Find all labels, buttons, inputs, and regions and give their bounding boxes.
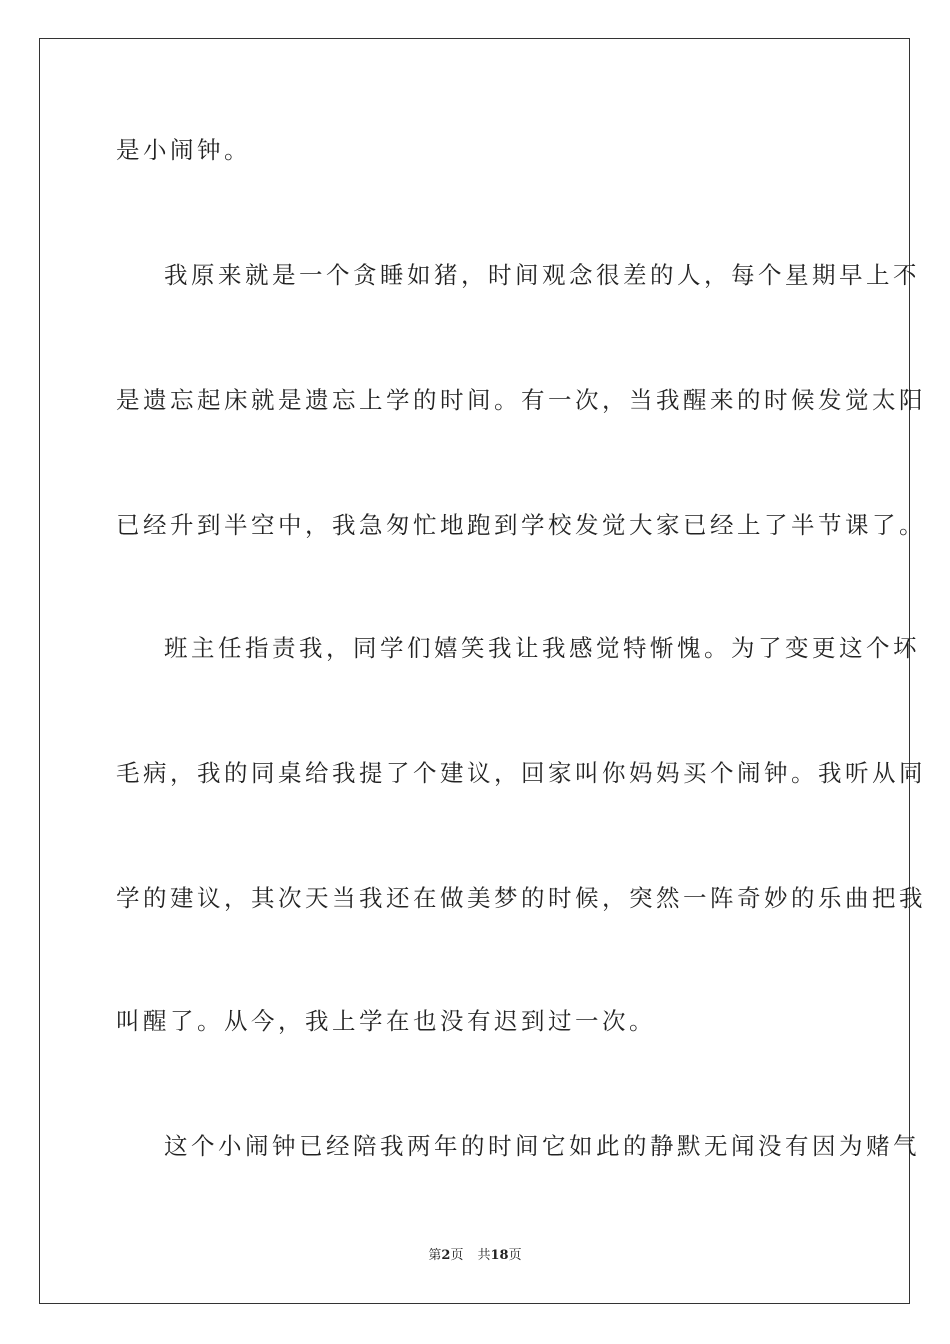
footer-total-suffix: 页 — [508, 1248, 522, 1263]
body-line-1: 是小闹钟。 — [116, 136, 251, 164]
body-line-6: 毛病，我的同桌给我提了个建议，回家叫你妈妈买个闹钟。我听从同 — [116, 759, 926, 787]
body-line-7: 学的建议，其次天当我还在做美梦的时候，突然一阵奇妙的乐曲把我 — [116, 884, 926, 912]
footer-page-prefix: 第 — [428, 1248, 442, 1263]
footer-total-pages: 18 — [490, 1248, 509, 1263]
page-footer — [0, 1247, 950, 1265]
page-border — [39, 38, 926, 1304]
body-line-8: 叫醒了。从今，我上学在也没有迟到过一次。 — [116, 1007, 656, 1035]
body-line-4: 已经升到半空中，我急匆忙地跑到学校发觉大家已经上了半节课了。 — [116, 511, 926, 539]
footer-page-number: 2 — [441, 1248, 451, 1263]
body-line-3: 是遗忘起床就是遗忘上学的时间。有一次，当我醒来的时候发觉太阳 — [116, 386, 926, 414]
footer-page-suffix: 页 — [450, 1248, 464, 1263]
footer-total-prefix: 共 — [477, 1248, 491, 1263]
body-line-2: 我原来就是一个贪睡如猪，时间观念很差的人，每个星期早上不 — [164, 261, 920, 289]
body-line-9: 这个小闹钟已经陪我两年的时间它如此的静默无闻没有因为赌气 — [164, 1132, 920, 1160]
body-line-5: 班主任指责我，同学们嬉笑我让我感觉特惭愧。为了变更这个坏 — [164, 634, 920, 662]
